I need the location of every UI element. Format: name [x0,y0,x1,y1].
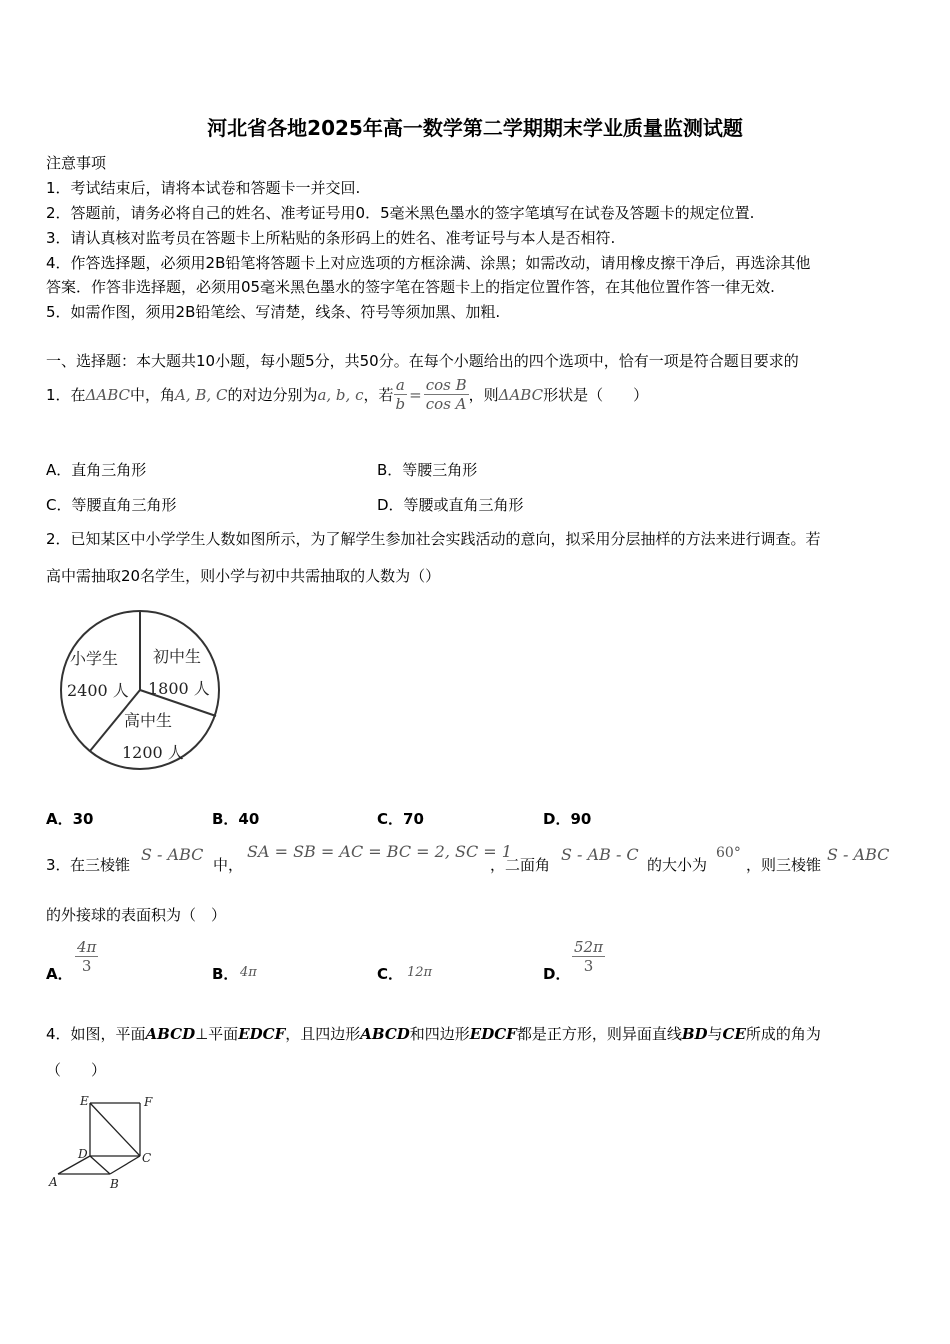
label-c: C [142,1151,152,1165]
question-1 [46,376,648,413]
q3-option-a-label: A． [46,965,73,983]
label-d: D [78,1147,88,1161]
q1-fraction-a-b: $\frac{a}{b}$ [395,376,406,413]
q3-option-c-value: 12π [407,965,433,980]
q1-triangle: ΔABC [85,385,131,404]
q1-triangle: ΔABC [498,385,544,404]
q4-text: 所成的角为 [745,1025,821,1043]
q2-option-b: B．40 [212,810,260,828]
q3-option-b-value: 4π [240,965,257,980]
q2-option-d: D．90 [543,810,592,828]
q1-text: ，则 [468,386,499,404]
q3-text: ，二面角 [490,856,551,874]
q3-option-d-label: D． [543,965,571,983]
q3-text: ，则三棱锥 [746,856,822,874]
q4-text: 和四边形 [409,1025,470,1043]
notice-item: 2．答题前，请务必将自己的姓名、准考证号用0．5毫米黑色墨水的签字笔填写在试卷及答题卡的规定位置. [46,204,755,222]
q3-option-d-value: $\frac{52\pi}{3}$ [574,938,603,975]
notice-heading: 注意事项 [46,154,107,172]
q3-angle: 60° [716,845,741,861]
q4-perp-symbol: ⊥ [195,1025,209,1043]
notice-item: 1．考试结束后，请将本试卷和答题卡一并交回. [46,179,361,197]
q4-plane: ABCD [145,1025,196,1043]
q3-text-line2: 的外接球的表面积为（ ） [46,906,227,924]
q3-text: 中， [213,856,244,874]
label-a: A [49,1175,58,1189]
notice-item: 4．作答选择题，必须用2B铅笔将答题卡上对应选项的方框涂满、涂黑；如需改动，请用橡皮擦干净后，再选涂其他 [46,254,811,272]
label-e: E [80,1094,89,1108]
q3-dihedral: S - AB - C [561,845,639,864]
pie-value-high: 1200 人 [122,743,184,762]
pie-chart [50,610,230,770]
edge-bc [110,1156,140,1174]
pie-label-middle: 初中生 [153,647,202,666]
q4-figure [46,1092,166,1192]
notice-item: 3．请认真核对监考员在答题卡上所粘贴的条形码上的姓名、准考证号与本人是否相符. [46,229,616,247]
q2-text-line1: 2．已知某区中小学学生人数如图所示，为了解学生参加社会实践活动的意向，拟采用分层抽样的方法来进行调查。若 [46,530,821,548]
pie-label-high: 高中生 [124,711,173,730]
q1-angles: A, B, C [175,385,228,404]
q4-plane: EDCF [238,1025,286,1043]
q1-option-b: B．等腰三角形 [377,461,478,479]
q3-condition: SA = SB = AC = BC = 2, SC = 1 [247,842,512,861]
q3-option-a-value: $\frac{4\pi}{3}$ [77,938,97,975]
q2-option-a: A．30 [46,810,94,828]
label-b: B [110,1177,119,1191]
q4-text: ，且四边形 [285,1025,361,1043]
q4-plane: EDCF [469,1025,517,1043]
edge-db [90,1156,110,1174]
pie-value-middle: 1800 人 [148,679,210,698]
notice-item: 答案．作答非选择题，必须用05毫米黑色墨水的签字笔在答题卡上的指定位置作答，在其他位置作答一律无效. [46,278,775,296]
q3-option-b-label: B． [212,965,239,983]
page-title: 河北省各地2025年高一数学第二学期期末学业质量监测试题 [207,116,743,140]
q1-option-d: D．等腰或直角三角形 [377,496,524,514]
pie-label-primary: 小学生 [70,649,119,668]
q2-option-c: C．70 [377,810,424,828]
q1-text: 中，角 [130,386,176,404]
section-heading: 一、选择题：本大题共10小题，每小题5分，共50分。在每个小题给出的四个选项中，恰有一项是符合题目要求的 [46,352,799,370]
q3-text: 在三棱锥 [70,856,131,874]
q4-text: 都是正方形，则异面直线 [516,1025,682,1043]
question-4 [46,1023,821,1044]
q4-line: CE [722,1025,746,1043]
q1-text: ，若 [363,386,394,404]
q4-text: 平面 [208,1025,239,1043]
q4-line: BD [681,1025,708,1043]
q4-text-line2: （ ） [46,1061,107,1079]
q4-text: 与 [707,1025,723,1043]
q1-text: 在 [70,386,86,404]
q1-number: 1． [46,386,71,404]
q4-plane: ABCD [360,1025,410,1043]
q3-number: 3． [46,856,71,874]
q3-pyramid: S - ABC [141,845,204,864]
q1-fraction-cos: $\frac{\text{cos B}}{\text{cos A}}$ [425,376,467,413]
q1-text: 的对边分别为 [227,386,318,404]
q1-option-a: A．直角三角形 [46,461,147,479]
q1-equals: = [409,385,422,404]
edge-ec [90,1103,140,1156]
q2-text-line2: 高中需抽取20名学生，则小学与初中共需抽取的人数为（） [46,567,441,585]
notice-item: 5．如需作图，须用2B铅笔绘、写清楚，线条、符号等须加黑、加粗. [46,303,501,321]
q3-text: 的大小为 [647,856,708,874]
q3-option-c-label: C． [377,965,404,983]
q1-sides: a, b, c [317,385,364,404]
q4-text: 4．如图，平面 [46,1025,146,1043]
q3-pyramid: S - ABC [827,845,890,864]
q1-text: 形状是（ ） [543,386,649,404]
pie-value-primary: 2400 人 [67,681,129,700]
q1-option-c: C．等腰直角三角形 [46,496,177,514]
label-f: F [144,1095,153,1109]
